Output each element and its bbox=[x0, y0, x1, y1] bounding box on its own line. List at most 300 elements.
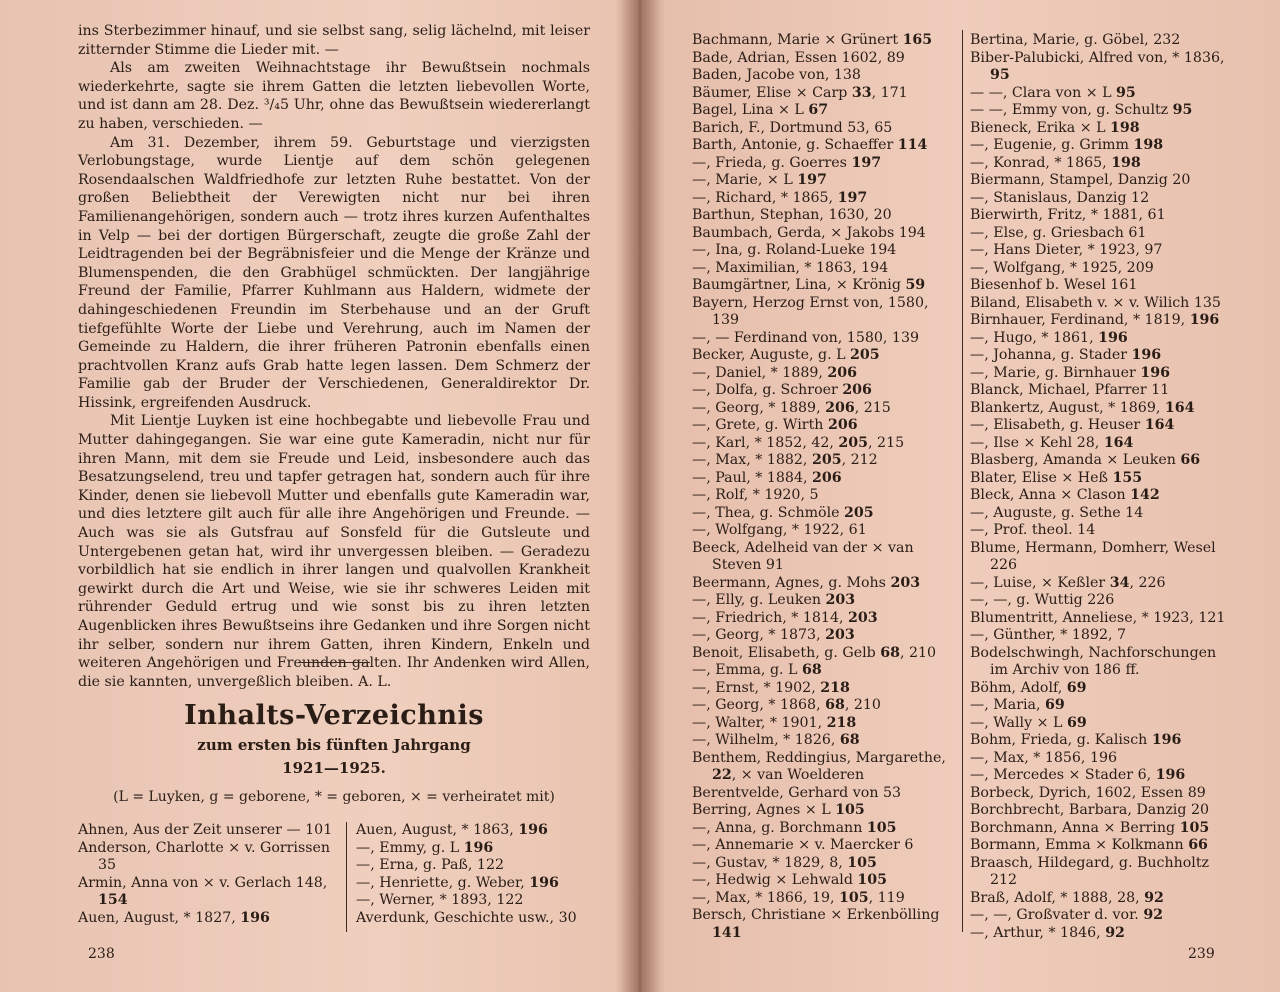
index-text: —, Emmy, g. L bbox=[356, 839, 464, 856]
index-entry bbox=[692, 890, 956, 908]
index-text: Bade, Adrian, Essen 1602, 89 bbox=[692, 49, 905, 66]
index-text: —, Grete, g. Wirth bbox=[692, 417, 828, 433]
index-text: Bodelschwingh, Nachforschungen im Archiv von 186 ff. bbox=[970, 644, 1217, 678]
page-reference-main: 197 bbox=[851, 154, 882, 171]
index-entry bbox=[692, 505, 956, 523]
page-reference-main: 95 bbox=[1116, 84, 1136, 101]
index-text: , 212 bbox=[841, 452, 878, 468]
index-entry bbox=[970, 610, 1232, 628]
index-text: Birnhauer, Ferdinand, * 1819, bbox=[970, 312, 1190, 328]
page-reference-main: 154 bbox=[98, 892, 128, 908]
index-text: Baumbach, Gerda, × Jakobs 194 bbox=[692, 224, 926, 241]
index-entry bbox=[970, 767, 1232, 785]
index-text: —, Thea, g. Schmöle bbox=[692, 504, 845, 521]
obituary-text bbox=[78, 22, 590, 691]
index-entry bbox=[970, 400, 1232, 418]
page-reference-main: 206 bbox=[842, 382, 872, 398]
page-reference-main: 205 bbox=[844, 504, 874, 521]
index-entry bbox=[692, 102, 956, 120]
page-reference-main: 68 bbox=[839, 732, 860, 748]
index-text: —, Friedrich, * 1814, bbox=[692, 609, 849, 626]
index-entry bbox=[692, 190, 956, 208]
toc-legend: (L = Luyken, g = geborene, * = geboren, × = verheiratet mit) bbox=[113, 789, 555, 805]
index-text: Biland, Elisabeth v. × v. Wilich 135 bbox=[970, 294, 1221, 311]
page-reference-main: 196 bbox=[529, 874, 559, 891]
index-entry bbox=[692, 330, 956, 348]
index-entry bbox=[692, 382, 956, 400]
index-text: Berentvelde, Gerhard von 53 bbox=[692, 784, 902, 801]
index-text: —, Max, * 1866, 19, bbox=[692, 889, 840, 906]
index-text: —, Ernst, * 1902, bbox=[692, 679, 821, 696]
index-text: Blume, Hermann, Domherr, Wesel 226 bbox=[970, 539, 1216, 573]
index-text: Baden, Jacobe von, 138 bbox=[692, 67, 861, 83]
column-rule bbox=[346, 822, 347, 932]
page-reference-main: 196 bbox=[1155, 767, 1186, 783]
page-reference-main: 105 bbox=[847, 854, 877, 871]
index-entry bbox=[692, 522, 956, 540]
index-entry bbox=[692, 662, 956, 680]
index-entry bbox=[692, 85, 956, 103]
index-entry bbox=[692, 680, 956, 698]
page-reference-main: 92 bbox=[1144, 889, 1164, 906]
index-entry bbox=[970, 732, 1232, 750]
index-entry bbox=[356, 875, 588, 893]
index-entry bbox=[970, 540, 1232, 575]
page-reference-main: 198 bbox=[1111, 154, 1141, 171]
index-text: —, Maria, bbox=[970, 697, 1045, 713]
index-text: —, Ina, g. Roland-Lueke 194 bbox=[692, 242, 897, 258]
index-entry bbox=[970, 627, 1232, 645]
index-entry bbox=[970, 837, 1232, 855]
page-reference-main: 34 bbox=[1109, 574, 1130, 591]
index-entry bbox=[970, 382, 1232, 400]
page-reference-main: 205 bbox=[811, 452, 842, 468]
index-entry bbox=[692, 750, 956, 785]
page-reference-main: 114 bbox=[897, 137, 928, 153]
column-rule bbox=[962, 30, 963, 932]
page-reference-main: 197 bbox=[797, 172, 827, 188]
page-reference-main: 155 bbox=[1112, 469, 1143, 486]
index-text: , 215 bbox=[854, 399, 891, 416]
index-entry bbox=[692, 575, 956, 593]
index-entry bbox=[970, 85, 1232, 103]
index-entry bbox=[970, 277, 1232, 295]
index-entry bbox=[692, 67, 956, 85]
index-text: Borchbrecht, Barbara, Danzig 20 bbox=[970, 802, 1209, 818]
index-entry bbox=[692, 172, 956, 190]
index-text: —, Else, g. Griesbach 61 bbox=[970, 224, 1147, 241]
index-entry bbox=[970, 715, 1232, 733]
section-divider bbox=[298, 662, 370, 663]
index-text: Auen, August, * 1827, bbox=[78, 909, 241, 926]
index-entry bbox=[692, 715, 956, 733]
index-entry bbox=[692, 435, 956, 453]
page-reference-main: 142 bbox=[1130, 487, 1160, 503]
index-text: Borchmann, Anna × Berring bbox=[970, 819, 1180, 836]
index-entry bbox=[970, 417, 1232, 435]
index-text: — —, Emmy von, g. Schultz bbox=[970, 102, 1173, 118]
paragraph: Mit Lientje Luyken ist eine hochbegabte und liebevolle Frau und Mutter dahingegangen. Sie war eine gute Kameradin, nicht nur für ihren Mann, mit dem sie Freude und Leid, insbesondere auch das Besatzungselend, treu und tapfer getragen hat, sondern auch für ihre Kinder, denen sie liebevoll Mutter und ebenfalls gute Kameradin war, und dies letztere gilt auch für alle ihre Angehörigen und Freunde. — Auch was sie als Gutsfrau auf Sonsfeld für die Gutsleute und Untergebenen getan hat, wird ihr unvergessen bleiben. — Geradezu vorbildlich hat sie endlich in ihrer langen und qualvollen Krankheit gewirkt durch die Art und Weise, wie sie ihr schweres Leiden mit rührender Geduld ertrug und wie sonst bis zu ihren letzten Augenblicken ihres Bewußtseins ihre Gedanken und ihre Sorgen nicht ihr selber, sondern nur ihrem Gatten, ihren Kindern, Enkeln und weiteren Angehörigen und Freunden galten. Ihr Andenken wird Allen, die sie kannten, unvergeßlich bleiben. A. L. bbox=[78, 413, 590, 690]
index-text: Biesenhof b. Wesel 161 bbox=[970, 277, 1138, 293]
index-text: —, Hans Dieter, * 1923, 97 bbox=[970, 242, 1163, 258]
index-text: —, Prof. theol. 14 bbox=[970, 522, 1096, 538]
index-entry bbox=[692, 540, 956, 575]
index-entry bbox=[970, 855, 1232, 890]
index-text: Barth, Antonie, g. Schaeffer bbox=[692, 137, 898, 153]
index-entry bbox=[692, 32, 956, 50]
page-reference-main: 196 bbox=[1151, 732, 1182, 748]
index-text: —, Max, * 1882, bbox=[692, 452, 812, 468]
index-entry bbox=[692, 872, 956, 890]
index-entry bbox=[970, 50, 1232, 85]
index-entry bbox=[692, 732, 956, 750]
index-text: —, Annemarie × v. Maercker 6 bbox=[692, 837, 914, 853]
index-text: —, Maximilian, * 1863, 194 bbox=[692, 259, 889, 276]
page-reference-main: 203 bbox=[825, 592, 856, 608]
index-text: —, Wolfgang, * 1925, 209 bbox=[970, 259, 1154, 276]
index-entry bbox=[970, 522, 1232, 540]
index-entry bbox=[970, 242, 1232, 260]
index-text: —, Mercedes × Stader 6, bbox=[970, 767, 1156, 783]
index-text: Barich, F., Dortmund 53, 65 bbox=[692, 119, 893, 136]
index-entry bbox=[970, 102, 1232, 120]
index-text: Borbeck, Dyrich, 1602, Essen 89 bbox=[970, 784, 1206, 801]
index-entry bbox=[970, 155, 1232, 173]
index-text: —, Stanislaus, Danzig 12 bbox=[970, 189, 1150, 206]
toc-title: Inhalts-Verzeichnis bbox=[184, 700, 484, 731]
page-reference-main: 68 bbox=[825, 697, 845, 713]
page-reference-main: 92 bbox=[1105, 924, 1125, 941]
toc-subtitle: zum ersten bis fünften Jahrgang bbox=[197, 736, 471, 754]
index-text: Blumentritt, Anneliese, * 1923, 121 bbox=[970, 609, 1226, 626]
index-entry bbox=[78, 840, 340, 875]
index-text: —, Georg, * 1873, bbox=[692, 627, 826, 643]
index-text: , 210 bbox=[899, 644, 937, 661]
index-entry bbox=[78, 910, 340, 928]
index-text: Bachmann, Marie × Grünert bbox=[692, 32, 903, 48]
index-text: — —, Clara von × L bbox=[970, 84, 1117, 101]
index-entry bbox=[970, 225, 1232, 243]
index-entry bbox=[692, 802, 956, 820]
index-entry bbox=[970, 365, 1232, 383]
index-text: Biber-Palubicki, Alfred von, * 1836, bbox=[970, 49, 1225, 66]
index-entry bbox=[970, 907, 1232, 925]
index-text: —, Werner, * 1893, 122 bbox=[356, 892, 524, 908]
page-reference-main: 68 bbox=[801, 662, 822, 678]
index-text: Blasberg, Amanda × Leuken bbox=[970, 452, 1181, 468]
index-entry bbox=[970, 172, 1232, 190]
index-entry bbox=[692, 487, 956, 505]
page-reference-main: 69 bbox=[1045, 697, 1065, 713]
index-text: Anderson, Charlotte × v. Gorrissen 35 bbox=[78, 839, 331, 873]
index-text: —, Marie, × L bbox=[692, 172, 798, 188]
index-text: —, Hedwig × Lehwald bbox=[692, 872, 858, 888]
index-entry bbox=[356, 892, 588, 910]
index-text: , 119 bbox=[868, 889, 905, 906]
index-text: —, Paul, * 1884, bbox=[692, 469, 812, 486]
index-entry bbox=[970, 802, 1232, 820]
index-text: —, Ilse × Kehl 28, bbox=[970, 434, 1104, 451]
index-text: Armin, Anna von × v. Gerlach 148, bbox=[78, 874, 328, 891]
page-reference-main: 67 bbox=[808, 102, 829, 118]
page-reference-main: 196 bbox=[1140, 364, 1170, 381]
index-text: —, Emma, g. L bbox=[692, 662, 802, 678]
index-text: , × van Woelderen bbox=[731, 767, 865, 783]
page-reference-main: 22 bbox=[712, 767, 732, 783]
paragraph: ins Sterbezimmer hinauf, und sie selbst sang, selig lächelnd, mit leiser zitternder Stimme die Lieder mit. — bbox=[78, 23, 590, 58]
index-entry bbox=[970, 890, 1232, 908]
page-reference-main: 198 bbox=[1133, 137, 1164, 153]
index-entry bbox=[692, 627, 956, 645]
index-text: Bäumer, Elise × Carp bbox=[692, 84, 852, 101]
index-text: Böhm, Adolf, bbox=[970, 679, 1067, 696]
index-entry bbox=[692, 855, 956, 873]
page-reference-main: 206 bbox=[812, 469, 842, 486]
index-entry bbox=[692, 697, 956, 715]
page-reference-main: 66 bbox=[1188, 837, 1208, 853]
index-entry bbox=[970, 190, 1232, 208]
index-entry bbox=[692, 470, 956, 488]
index-entry bbox=[970, 32, 1232, 50]
index-text: Beeck, Adelheid van der × van Steven 91 bbox=[692, 539, 914, 573]
index-entry bbox=[692, 295, 956, 330]
page-reference-main: 206 bbox=[827, 417, 858, 433]
page-reference-main: 196 bbox=[463, 839, 494, 856]
page-reference-main: 33 bbox=[851, 84, 872, 101]
index-entry bbox=[692, 785, 956, 803]
index-text: —, Daniel, * 1889, bbox=[692, 364, 828, 381]
index-text: —, Erna, g. Paß, 122 bbox=[356, 857, 505, 873]
index-text: Baumgärtner, Lina, × Krönig bbox=[692, 277, 906, 293]
page-reference-main: 69 bbox=[1066, 679, 1087, 696]
page-reference-main: 164 bbox=[1144, 417, 1175, 433]
index-text: —, —, Großvater d. vor. bbox=[970, 907, 1144, 923]
page-reference-main: 197 bbox=[837, 189, 868, 206]
index-column-right-1 bbox=[692, 32, 956, 942]
index-text: Braß, Adolf, * 1888, 28, bbox=[970, 889, 1145, 906]
index-text: Berring, Agnes × L bbox=[692, 802, 836, 818]
page-reference-main: 105 bbox=[1179, 819, 1210, 836]
index-entry bbox=[970, 750, 1232, 768]
index-text: —, Marie, g. Birnhauer bbox=[970, 364, 1141, 381]
page-reference-main: 95 bbox=[1172, 102, 1193, 118]
page-reference-main: 141 bbox=[712, 924, 742, 941]
page-reference-main: 196 bbox=[1189, 312, 1220, 328]
page-reference-main: 198 bbox=[1110, 119, 1140, 136]
index-text: Bohm, Frieda, g. Kalisch bbox=[970, 732, 1152, 748]
page-reference-main: 164 bbox=[1164, 399, 1195, 416]
index-text: —, Wally × L bbox=[970, 714, 1067, 731]
index-entry bbox=[970, 312, 1232, 330]
index-text: —, Eugenie, g. Grimm bbox=[970, 137, 1134, 153]
page-reference-main: 105 bbox=[839, 889, 869, 906]
index-text: —, — Ferdinand von, 1580, 139 bbox=[692, 329, 920, 346]
page-reference-main: 218 bbox=[826, 714, 857, 731]
index-text: —, Dolfa, g. Schroer bbox=[692, 382, 843, 398]
index-text: —, Konrad, * 1865, bbox=[970, 154, 1112, 171]
index-entry bbox=[692, 120, 956, 138]
index-entry bbox=[78, 875, 340, 910]
index-entry bbox=[970, 820, 1232, 838]
index-entry bbox=[356, 910, 588, 928]
index-entry bbox=[970, 295, 1232, 313]
index-column-left-1 bbox=[78, 822, 340, 927]
index-entry bbox=[970, 487, 1232, 505]
page-reference-main: 95 bbox=[990, 67, 1010, 83]
index-text: , 210 bbox=[844, 697, 881, 713]
paragraph: Am 31. Dezember, ihrem 59. Geburtstage und vierzigsten Verlobungstage, wurde Lientje auf dem schön gelegenen Rosendaalschen Waldfriedhofe zur letzten Ruhe bestattet. Von der großen Beliebtheit der Verewigten nicht nur bei ihren Familienangehörigen, sondern auch — trotz ihres kurzen Aufenthaltes in Velp — bei der dortigen Bürgerschaft, zeugte die große Zahl der Leidtragenden bei der Begräbnisfeier und die Menge der Kränze und Blumenspenden, die den Grabhügel schmückten. Der langjährige Freund der Familie, Pfarrer Kuhlmann aus Haldern, widmete der dahingeschiedenen Freundin im Sterbehause und an der Gruft tiefgefühlte Worte der Liebe und Verehrung, auch im Namen der Gemeinde zu Haldern, die ihrer früheren Patronin ebenfalls einen prachtvollen Kranz aufs Grab hatte legen lassen. Dem Schmerz der Familie gab der Bruder der Verschiedenen, Generaldirektor Dr. Hissink, ergreifenden Ausdruck. bbox=[78, 134, 590, 411]
index-entry bbox=[692, 592, 956, 610]
page-reference-main: 165 bbox=[902, 32, 933, 48]
index-entry bbox=[692, 365, 956, 383]
index-text: Beermann, Agnes, g. Mohs bbox=[692, 574, 891, 591]
page-reference-main: 164 bbox=[1103, 434, 1134, 451]
page-reference-main: 92 bbox=[1143, 907, 1164, 923]
index-entry bbox=[692, 417, 956, 435]
index-entry bbox=[692, 207, 956, 225]
index-text: Bleck, Anna × Clason bbox=[970, 487, 1131, 503]
toc-years: 1921—1925. bbox=[282, 759, 386, 777]
index-entry bbox=[970, 452, 1232, 470]
index-text: —, Karl, * 1852, 42, bbox=[692, 434, 839, 451]
index-text: —, Johanna, g. Stader bbox=[970, 347, 1132, 363]
index-entry bbox=[970, 592, 1232, 610]
index-column-right-2 bbox=[970, 32, 1232, 942]
index-text: Benoit, Elisabeth, g. Gelb bbox=[692, 644, 881, 661]
index-entry bbox=[692, 260, 956, 278]
index-entry bbox=[356, 822, 588, 840]
page-reference-main: 196 bbox=[1098, 329, 1128, 346]
index-text: Benthem, Reddingius, Margarethe, bbox=[692, 749, 946, 766]
index-text: —, —, g. Wuttig 226 bbox=[970, 592, 1115, 608]
index-entry bbox=[970, 260, 1232, 278]
page-reference-main: 105 bbox=[866, 819, 897, 836]
page-number-right: 239 bbox=[1188, 946, 1215, 962]
index-text: Bierwirth, Fritz, * 1881, 61 bbox=[970, 207, 1166, 223]
index-text: Ahnen, Aus der Zeit unserer — 101 bbox=[78, 822, 333, 838]
index-text: , 171 bbox=[871, 84, 908, 101]
page-reference-main: 206 bbox=[827, 364, 858, 381]
index-entry bbox=[692, 347, 956, 365]
index-text: Biermann, Stampel, Danzig 20 bbox=[970, 172, 1191, 188]
page-reference-main: 68 bbox=[880, 644, 900, 661]
index-text: Bayern, Herzog Ernst von, 1580, 139 bbox=[692, 294, 929, 328]
index-text: —, Rolf, * 1920, 5 bbox=[692, 487, 819, 503]
index-entry bbox=[970, 505, 1232, 523]
index-entry bbox=[970, 435, 1232, 453]
page-reference-main: 205 bbox=[850, 347, 880, 363]
page-reference-main: 206 bbox=[825, 399, 855, 416]
page-reference-main: 205 bbox=[838, 434, 869, 451]
index-text: Blater, Elise × Heß bbox=[970, 469, 1113, 486]
index-entry bbox=[356, 840, 588, 858]
index-text: —, Frieda, g. Goerres bbox=[692, 154, 852, 171]
index-text: Bagel, Lina × L bbox=[692, 102, 809, 118]
index-entry bbox=[970, 697, 1232, 715]
index-text: Bieneck, Erika × L bbox=[970, 119, 1111, 136]
index-text: —, Günther, * 1892, 7 bbox=[970, 627, 1127, 643]
index-text: , 226 bbox=[1129, 574, 1166, 591]
page-reference-main: 59 bbox=[905, 277, 926, 293]
index-entry bbox=[970, 575, 1232, 593]
index-text: —, Richard, * 1865, bbox=[692, 189, 838, 206]
index-entry bbox=[970, 207, 1232, 225]
index-text: —, Hugo, * 1861, bbox=[970, 329, 1099, 346]
paragraph: Als am zweiten Weihnachtstage ihr Bewußtsein nochmals wiederkehrte, sagte sie ihrem Gatten die letzten liebevollen Worte, und ist dann am 28. Dez. ³/₄5 Uhr, ohne das Bewußtsein wiedererlangt zu haben, verschieden. — bbox=[78, 60, 590, 132]
index-entry bbox=[692, 225, 956, 243]
index-entry bbox=[78, 822, 340, 840]
index-text: , 215 bbox=[868, 434, 905, 451]
index-entry bbox=[970, 785, 1232, 803]
index-entry bbox=[970, 347, 1232, 365]
index-entry bbox=[692, 277, 956, 295]
page-reference-main: 203 bbox=[848, 609, 878, 626]
index-text: —, Elly, g. Leuken bbox=[692, 592, 826, 608]
page-number-left: 238 bbox=[88, 946, 115, 962]
index-text: —, Anna, g. Borchmann bbox=[692, 819, 867, 836]
index-column-left-2 bbox=[356, 822, 588, 927]
index-entry bbox=[692, 400, 956, 418]
page-reference-main: 105 bbox=[835, 802, 865, 818]
index-text: Auen, August, * 1863, bbox=[356, 822, 519, 838]
index-entry bbox=[970, 330, 1232, 348]
index-text: —, Wolfgang, * 1922, 61 bbox=[692, 522, 867, 538]
index-entry bbox=[692, 137, 956, 155]
index-entry bbox=[692, 242, 956, 260]
index-entry bbox=[692, 452, 956, 470]
index-text: —, Georg, * 1868, bbox=[692, 697, 826, 713]
index-text: —, Gustav, * 1829, 8, bbox=[692, 854, 848, 871]
index-entry bbox=[970, 137, 1232, 155]
index-text: —, Max, * 1856, 196 bbox=[970, 749, 1118, 766]
index-text: Braasch, Hildegard, g. Buchholtz 212 bbox=[970, 854, 1209, 888]
page-reference-main: 66 bbox=[1180, 452, 1201, 468]
index-text: —, Georg, * 1889, bbox=[692, 399, 826, 416]
index-text: —, Wilhelm, * 1826, bbox=[692, 732, 840, 748]
page-reference-main: 203 bbox=[890, 574, 921, 591]
index-text: Averdunk, Geschichte usw., 30 bbox=[356, 909, 577, 926]
index-text: —, Auguste, g. Sethe 14 bbox=[970, 504, 1144, 521]
index-text: Bormann, Emma × Kolkmann bbox=[970, 837, 1189, 853]
index-entry bbox=[692, 820, 956, 838]
page-reference-main: 218 bbox=[820, 679, 850, 696]
index-text: —, Henriette, g. Weber, bbox=[356, 874, 530, 891]
index-text: Blankertz, August, * 1869, bbox=[970, 399, 1165, 416]
index-entry bbox=[970, 120, 1232, 138]
index-entry bbox=[970, 680, 1232, 698]
index-entry bbox=[692, 610, 956, 628]
index-entry bbox=[970, 470, 1232, 488]
index-entry bbox=[692, 155, 956, 173]
index-text: —, Elisabeth, g. Heuser bbox=[970, 417, 1145, 433]
index-entry bbox=[692, 50, 956, 68]
index-text: Becker, Auguste, g. L bbox=[692, 347, 851, 363]
page-reference-main: 196 bbox=[240, 909, 270, 926]
index-text: Barthun, Stephan, 1630, 20 bbox=[692, 207, 892, 223]
index-text: —, Walter, * 1901, bbox=[692, 714, 827, 731]
page-reference-main: 196 bbox=[518, 822, 548, 838]
page-reference-main: 196 bbox=[1131, 347, 1162, 363]
index-entry bbox=[356, 857, 588, 875]
index-entry bbox=[692, 645, 956, 663]
index-entry bbox=[692, 907, 956, 942]
index-text: Blanck, Michael, Pfarrer 11 bbox=[970, 382, 1170, 398]
index-text: Bertina, Marie, g. Göbel, 232 bbox=[970, 32, 1181, 48]
page-reference-main: 69 bbox=[1066, 714, 1087, 731]
page-reference-main: 105 bbox=[857, 872, 888, 888]
index-text: Bersch, Christiane × Erkenbölling bbox=[692, 907, 940, 923]
page-reference-main: 203 bbox=[825, 627, 855, 643]
